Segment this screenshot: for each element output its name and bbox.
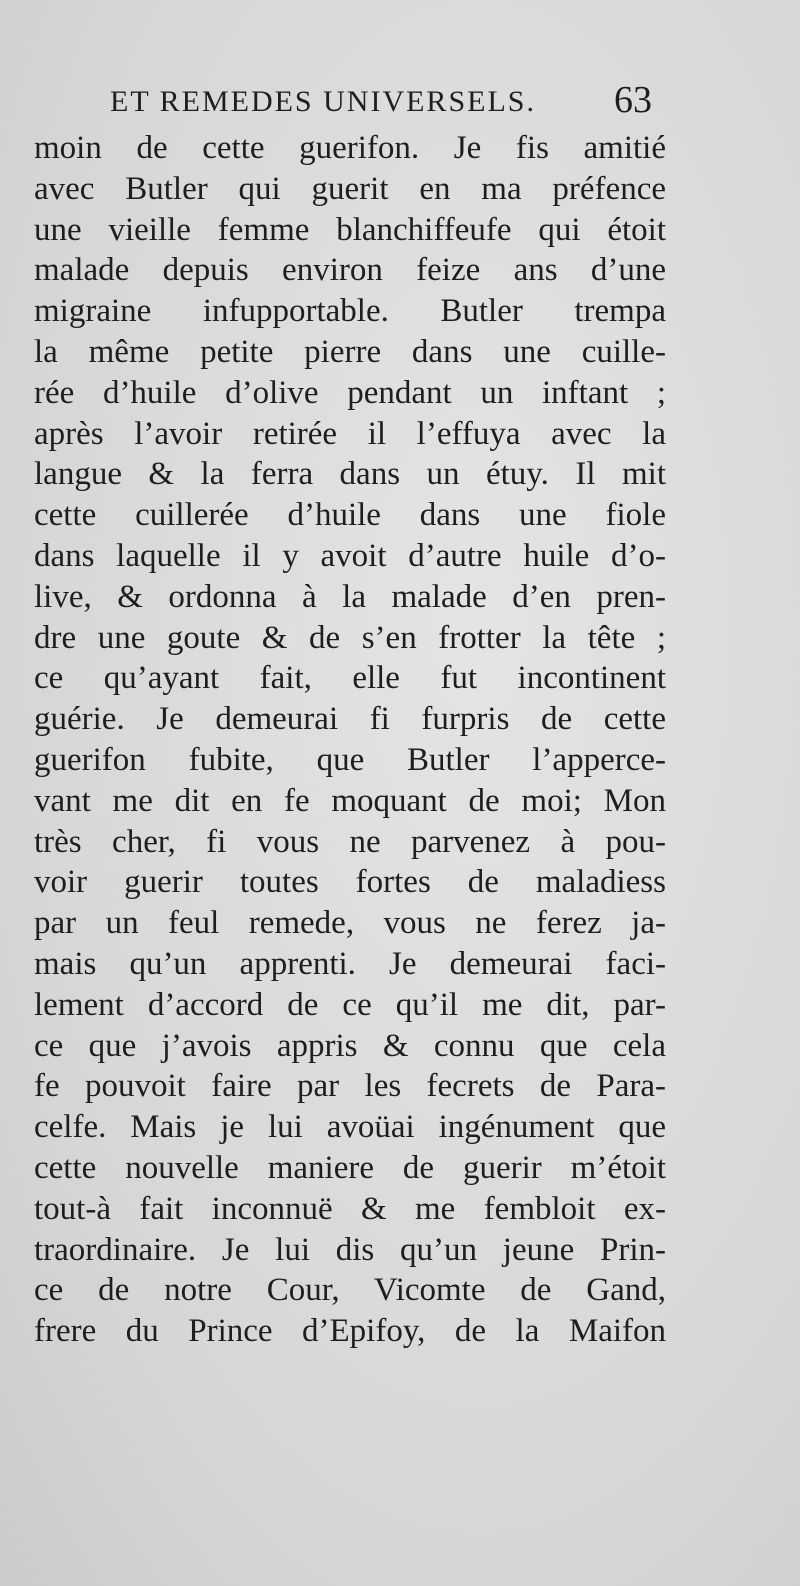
text-line: cette cuillerée d’huile dans une fiole	[34, 497, 666, 534]
text-line: frere du Prince d’Epifoy, de la Maifon	[34, 1313, 666, 1350]
text-line: ce de notre Cour, Vicomte de Gand,	[34, 1272, 666, 1309]
text-line: une vieille femme blanchiffeufe qui étoit	[34, 211, 666, 248]
text-line: vant me dit en fe moquant de moi; Mon	[34, 782, 666, 819]
text-line: live, & ordonna à la malade d’en pren-	[34, 578, 666, 615]
body-text	[34, 128, 666, 1352]
text-line: la même petite pierre dans une cuille-	[34, 333, 666, 370]
text-line: après l’avoir retirée il l’effuya avec la	[34, 415, 666, 452]
text-line: migraine infupportable. Butler trempa	[34, 293, 666, 330]
running-head: ET REMEDES UNIVERSELS.	[110, 85, 536, 118]
text-line: mais qu’un apprenti. Je demeurai faci-	[34, 945, 666, 982]
text-line: ce qu’ayant fait, elle fut incontinent	[34, 660, 666, 697]
text-line: ce que j’avois appris & connu que cela	[34, 1027, 666, 1064]
text-line: très cher, fi vous ne parvenez à pou-	[34, 823, 666, 860]
page-number: 63	[614, 79, 652, 121]
text-line: moin de cette guerifon. Je fis amitié	[34, 130, 666, 166]
text-line: tout-à fait inconnuë & me fembloit ex-	[34, 1190, 666, 1227]
text-line: avec Butler qui guerit en ma préfence	[34, 170, 666, 207]
text-line: lement d’accord de ce qu’il me dit, par-	[34, 986, 666, 1023]
text-line: voir guerir toutes fortes de maladiess	[34, 864, 666, 901]
text-line: rée d’huile d’olive pendant un inftant ;	[34, 374, 666, 411]
text-line: dans laquelle il y avoit d’autre huile d’o-	[34, 537, 666, 574]
text-line: par un feul remede, vous ne ferez ja-	[34, 905, 666, 942]
text-line: fe pouvoit faire par les fecrets de Para-	[34, 1068, 666, 1105]
text-line: langue & la ferra dans un étuy. Il mit	[34, 456, 666, 493]
text-line: dre une goute & de s’en frotter la tête ;	[34, 619, 666, 656]
text-line: traordinaire. Je lui dis qu’un jeune Prin-	[34, 1231, 666, 1268]
text-line: cette nouvelle maniere de guerir m’étoit	[34, 1149, 666, 1186]
text-line: celfe. Mais je lui avoüai ingénument que	[34, 1109, 666, 1146]
text-line: guérie. Je demeurai fi furpris de cette	[34, 701, 666, 738]
text-line: malade depuis environ feize ans d’une	[34, 252, 666, 289]
text-line: guerifon fubite, que Butler l’apperce-	[34, 741, 666, 778]
